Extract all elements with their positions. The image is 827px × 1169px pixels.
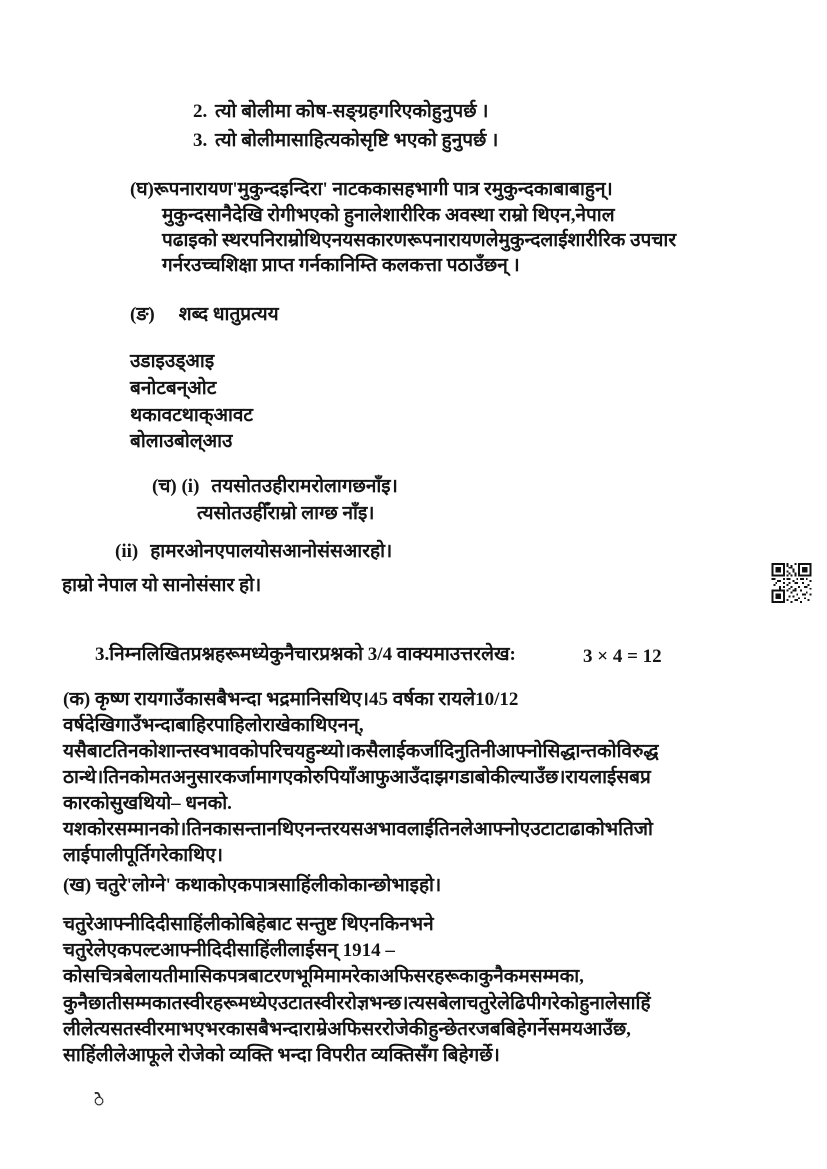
- section-label: (ii): [115, 541, 139, 562]
- text-line: [115, 538, 392, 565]
- text-line: कुनैछातीसम्मकातस्वीरहरूमध्येएउटातस्वीररोज्ञभन्छ।त्यसबेलाचतुरेलेढिपीगरेकोहुनालेसाहिं: [63, 993, 651, 1014]
- item-text: त्यो बोलीमा कोष-सङ्ग्रहगरिएकोहुनुपर्छ ।: [215, 101, 489, 122]
- text-line: चतुरेलेएकपल्टआफ्नीदिदीसाहिंलीलाईसन् 1914 –: [63, 940, 395, 961]
- text-line: कोसचित्रबेलायतीमासिकपत्रबाटरणभूमिमामरेकाअफिसरहरूकाकुनैकमसम्मका,: [63, 966, 584, 987]
- answer-sentence: हाम्रो नेपाल यो सानोसंसार हो।: [62, 575, 262, 596]
- text-line: पढाइको स्थरपनिराम्रोथिएनयसकारणरूपनारायणलेमुकुन्दलाईशारीरिक उपचार: [162, 230, 677, 251]
- text-line: यशकोरसम्मानको।तिनकासन्तानथिएनन्तरयसअभावलाईतिनलेआफ्नोएउटाटाढाकोभतिजो: [63, 819, 653, 840]
- section-title: शब्द धातुप्रत्यय: [178, 304, 279, 325]
- item-text: तयसोतउहीरामरोलागछनाँइ।: [211, 476, 398, 497]
- text-line: (ख) चतुरे'लोग्ने' कथाकोएकपात्रसाहिंलीकोकान्छोभाइहो।: [63, 875, 442, 896]
- text-line: साहिंलीलेआफूले रोजेको व्यक्ति भन्दा विपरीत व्यक्तिसँग बिहेगर्छे।: [63, 1045, 500, 1066]
- list-item: [193, 98, 489, 125]
- text-line: त्यसोतउहीँराम्रो लाग्छ नाँइ।: [197, 503, 375, 524]
- qr-code: [770, 563, 813, 603]
- item-text: त्यो बोलीमासाहित्यकोसृष्टि भएको हुनुपर्छ ।: [215, 130, 499, 151]
- word-item: बोलाउबोल्आउ: [130, 431, 233, 452]
- section-heading: [130, 301, 279, 328]
- text-line: चतुरेआफ्नीदिदीसाहिंलीकोबिहेबाट सन्तुष्ट थिएनकिनभने: [63, 914, 434, 935]
- section-label: (च) (i): [152, 476, 200, 497]
- item-number: 2.: [193, 101, 208, 122]
- question3-heading: 3.निम्नलिखितप्रश्नहरूमध्येकुनैचारप्रश्नको 3/4 वाक्यमाउत्तरलेख:: [95, 644, 516, 665]
- word-item: बनोटबन्ओट: [130, 378, 217, 399]
- word-item: थकावटथाक्आवट: [130, 405, 254, 426]
- text-line: [152, 473, 398, 500]
- text-line: लाईपालीपूर्तिगरेकाथिए।: [63, 845, 223, 866]
- text-line: वर्षदेखिगाउँभन्दाबाहिरपाहिलोराखेकाथिएनन्,: [63, 715, 364, 736]
- word-item: उडाइउड्आइ: [130, 351, 215, 372]
- marks-value: 3 × 4 = 12: [583, 646, 662, 667]
- section-label: (ङ): [130, 304, 155, 325]
- item-text: हामरओनएपालयोसआनोसंसआरहो।: [150, 541, 393, 562]
- text-line: मुकुन्दसानैदेखि रोगीभएको हुनालेशारीरिक अवस्था राम्रो थिएन,नेपाल: [162, 205, 615, 226]
- item-number: 3.: [193, 130, 208, 151]
- list-item: [193, 127, 498, 154]
- text-line: (घ)रूपनारायण'मुकुन्दइन्दिरा' नाटककासहभागी पात्र रमुकुन्दकाबाबाहुन्।: [130, 179, 613, 200]
- text-line: कारकोसुखथियो– धनको.: [63, 793, 232, 814]
- text-line: लीलेत्यसतस्वीरमाभएभरकासबैभन्दाराम्रेअफिसररोजेकीहुन्छेतरजबबिहेगर्नेसमयआउँछ,: [63, 1019, 631, 1040]
- text-line: यसैबाटतिनकोशान्तस्वभावकोपरिचयहुन्थ्यो।कसैलाईकर्जादिनुतिनीआफ्नोसिद्धान्तकोविरुद्ध: [63, 741, 659, 762]
- stray-mark: ◌े: [94, 1091, 105, 1110]
- text-line: (क) कृष्ण रायगाउँकासबैभन्दा भद्रमानिसथिए।45 वर्षका रायले10/12: [63, 689, 519, 710]
- text-line: ठान्थे।तिनकोमतअनुसारकर्जामागएकोरुपियाँआफुआउँदाझगडाबोकील्याउँछ।रायलाईसबप्र: [63, 767, 651, 788]
- text-line: गर्नरउच्चशिक्षा प्राप्त गर्नकानिम्ति कलकत्ता पठाउँछन् ।: [162, 255, 520, 276]
